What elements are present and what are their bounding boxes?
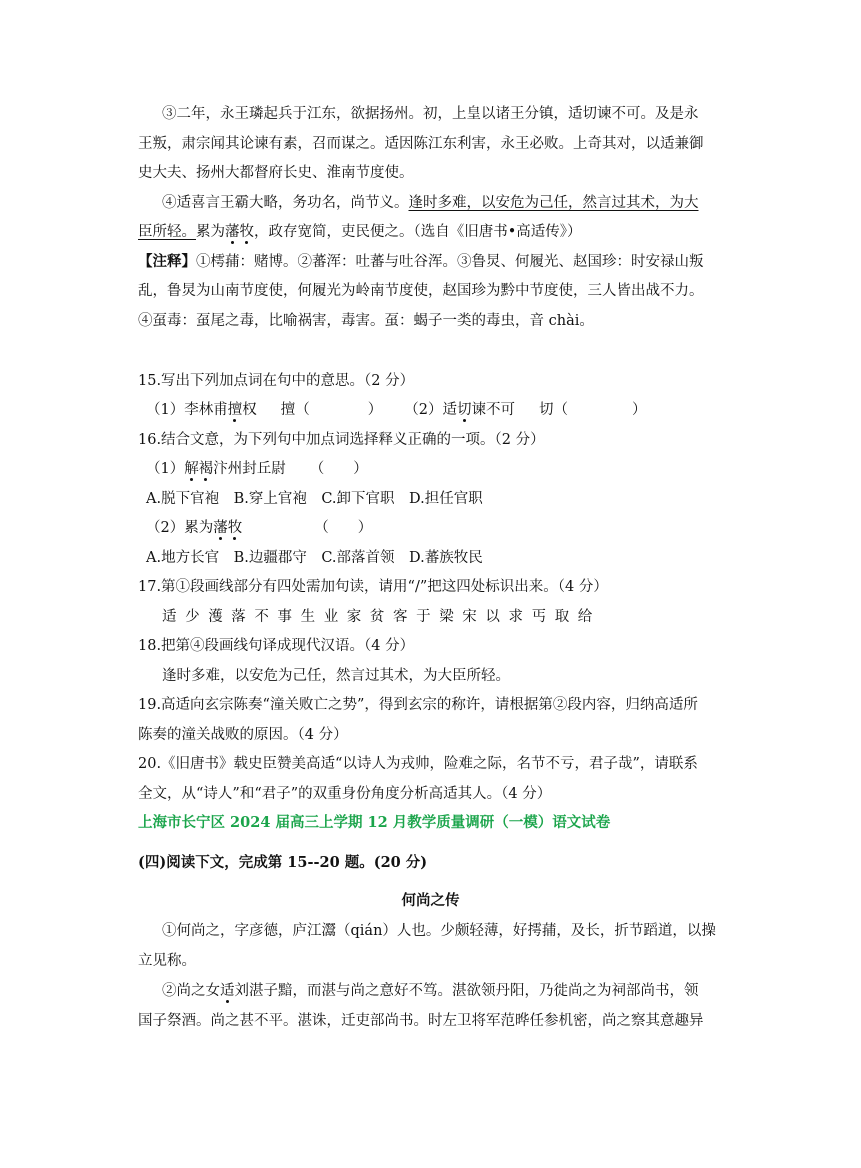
underlined-sentence-part2: 臣所轻。 [138, 224, 196, 240]
q17-passage: 适少濩落不事生业家贫客于梁宋以求丐取给 [162, 609, 601, 625]
question-15-items [146, 400, 646, 420]
notes-line3: ④虿毒：虿尾之毒，比喻祸害，毒害。虿：蝎子一类的毒虫，音 chài。 [138, 313, 594, 329]
question-16-item2 [146, 518, 372, 538]
exam-source-heading: 上海市长宁区 2024 届高三上学期 12 月教学质量调研（一模）语文试卷 [138, 814, 611, 831]
question-19-line2: 陈奏的潼关战败的原因。（4 分） [138, 727, 348, 743]
passage2-p2-text: ②尚之女 [162, 983, 220, 999]
question-20-line1: 20.《旧唐书》载史臣赞美高适“以诗人为戎帅，险难之际，名节不亏，君子哉”，请联系 [138, 756, 698, 772]
notes-line1 [138, 252, 704, 272]
passage2-p1-line2: 立见称。 [138, 953, 196, 969]
dotted-char: 藩 [225, 224, 240, 240]
passage2-p1-line1: ①何尚之，字彦德，庐江灊（qián）人也。少颇轻薄，好摴蒱，及长，折节蹈道，以操 [162, 923, 716, 939]
q18-sentence: 逢时多难，以安危为己任，然言过其术，为大臣所轻。 [162, 668, 510, 684]
q15-item1-rest: 权 [242, 402, 257, 418]
question-20-score: （4 分） [501, 786, 552, 802]
passage2-p2-rest: 刘湛子黯，而湛与尚之意好不笃。湛欲领丹阳，乃徙尚之为祠部尚书，领 [234, 983, 699, 999]
q16-answer2-blank: （ ） [314, 520, 373, 536]
dotted-char: 褐 [198, 461, 214, 477]
dotted-char: 藩 [213, 520, 228, 536]
dotted-char: 适 [220, 983, 235, 999]
q16-answer1-blank: （ ） [309, 461, 368, 477]
question-18: 18.把第④段画线句译成现代汉语。（4 分） [138, 638, 415, 654]
passage-p3-line3: 史大夫、扬州大都督府长史、淮南节度使。 [138, 165, 414, 181]
passage-p4-text2: 累为 [196, 224, 225, 240]
dotted-char: 解 [184, 461, 199, 477]
passage-p4-text: ④适喜言王霸大略，务功名，尚节义。 [162, 195, 409, 211]
question-20-line2 [138, 784, 551, 804]
dotted-char: 牧 [239, 224, 254, 240]
passage2-p2-line2: 国子祭酒。尚之甚不平。湛诛，迁吏部尚书。时左卫将军范晔任参机密，尚之察其意趣异 [138, 1013, 704, 1029]
dotted-char: 切 [456, 402, 472, 418]
q15-answer2-open: 切（ [538, 402, 568, 418]
passage-title: 何尚之传 [401, 892, 460, 909]
passage-source: ，政存宽简，吏民便之。（选自《旧唐书•高适传》） [254, 224, 582, 240]
q15-answer1-open: 擅（ [280, 402, 310, 418]
dotted-char: 擅 [227, 402, 243, 418]
q16-item1-options: A.脱下官袍 B.穿上官袍 C.卸下官职 D.担任官职 [146, 491, 483, 507]
q15-answer2-close: ） [631, 402, 647, 418]
passage-p3-line2: 王叛，肃宗闻其论谏有素，召而谋之。适因陈江东利害，永王必败。上奇其对，以适兼御 [138, 136, 704, 152]
question-15: 15.写出下列加点词在句中的意思。（2 分） [138, 373, 415, 389]
passage-p3-line1: ③二年，永王璘起兵于江东，欲据扬州。初，上皇以诸王分镇，适切谏不可。及是永 [162, 106, 699, 122]
q16-item2-options: A.地方长官 B.边疆郡守 C.部落首领 D.蕃族牧民 [146, 550, 483, 566]
q15-item1: （1）李林甫 [146, 402, 228, 418]
dotted-char: 牧 [227, 520, 243, 536]
q15-answer1-close: ） [367, 402, 383, 418]
notes-line2: 乱，鲁炅为山南节度使，何履光为岭南节度使，赵国珍为黔中节度使，三人皆出战不力。 [138, 283, 704, 299]
passage-p4-line1 [162, 193, 699, 213]
question-16: 16.结合文意，为下列句中加点词选择释义正确的一项。（2 分） [138, 432, 545, 448]
notes-heading: 【注释】 [138, 253, 196, 270]
question-16-item1 [146, 459, 368, 479]
passage2-p2-line1 [162, 981, 699, 1001]
passage-p4-line2 [138, 222, 582, 242]
question-17: 17.第①段画线部分有四处需加句读，请用“/”把这四处标识出来。（4 分） [138, 579, 608, 595]
q16-item2-label: （2）累为 [146, 520, 214, 536]
question-19-line1: 19.高适向玄宗陈奏“潼关败亡之势”，得到玄宗的称许，请根据第②段内容，归纳高适所 [138, 697, 698, 713]
q16-item1-rest: 汴州封丘尉 [213, 461, 286, 477]
q16-item1-label: （1） [146, 461, 185, 477]
notes-text: ①樗蒱：赌博。②蕃浑：吐蕃与吐谷浑。③鲁炅、何履光、赵国珍：时安禄山叛 [196, 254, 704, 270]
section-heading: (四)阅读下文，完成第 15--20 题。(20 分) [138, 854, 428, 871]
q15-item2-rest: 谏不可 [471, 402, 515, 418]
q15-item2: （2）适 [404, 402, 457, 418]
question-20-text: 全文，从“诗人”和“君子”的双重身份角度分析高适其人。 [138, 786, 502, 802]
underlined-sentence-part1: 逢时多难，以安危为己任，然言过其术，为大 [408, 195, 699, 211]
